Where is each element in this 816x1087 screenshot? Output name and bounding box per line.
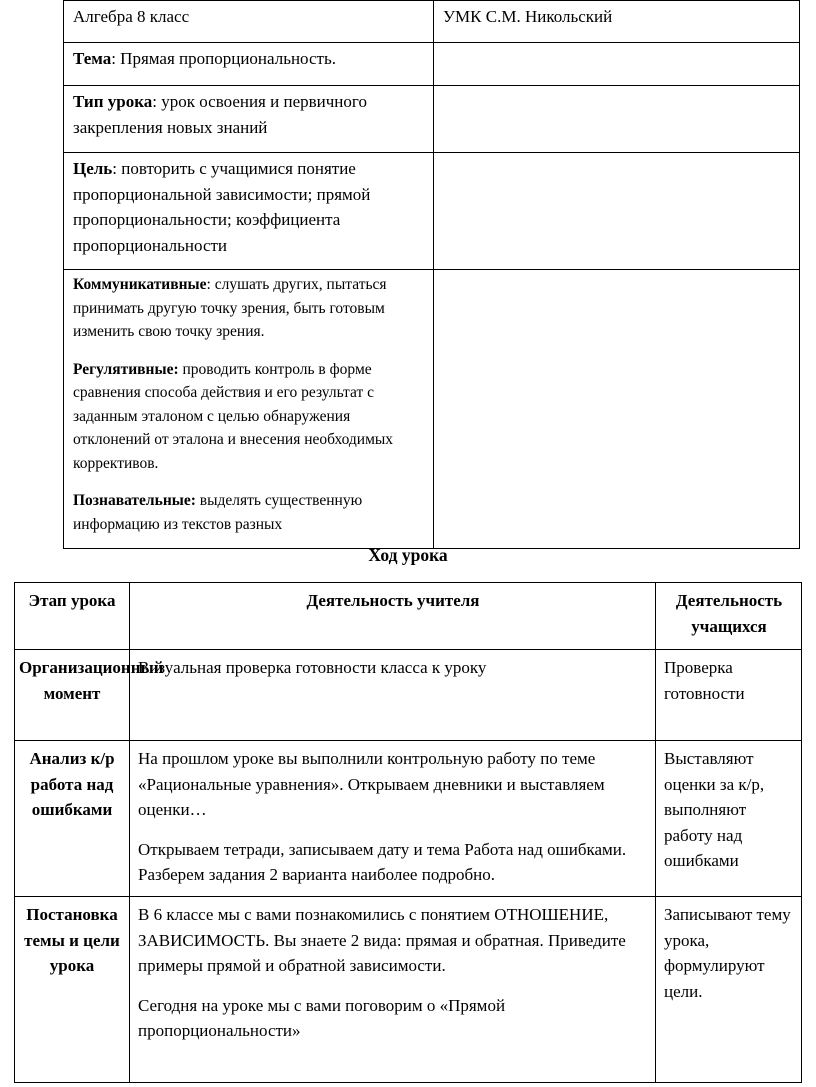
type-empty-cell (434, 86, 800, 153)
cognitive-label: Познавательные: (73, 492, 196, 509)
header-students: Деятельность учащихся (656, 583, 802, 650)
lesson-row (15, 650, 802, 741)
teacher-cell (130, 741, 656, 897)
info-row-topic (64, 43, 800, 86)
students-cell: Записывают тему урока, формулируют цели. (656, 897, 802, 1083)
teacher-paragraph: Визуальная проверка готовности класса к уроку (138, 658, 487, 677)
students-cell: Выставляют оценки за к/р, выполняют работу над ошибками (656, 741, 802, 897)
topic-text: : Прямая пропорциональность. (111, 49, 336, 68)
topic-cell (64, 43, 434, 86)
teacher-cell (130, 650, 656, 741)
subject-cell (64, 1, 434, 43)
teacher-paragraph: Сегодня на уроке мы с вами поговорим о «Прямой пропорциональности» (138, 995, 506, 1040)
communicative-text: : слушать других, пытаться принимать другую точку зрения, быть готовым изменить свою точку зрения. (73, 276, 387, 340)
uud-empty-cell (434, 270, 800, 549)
cognitive-paragraph (73, 489, 425, 536)
regulative-paragraph (73, 358, 425, 476)
type-text: : урок освоения и первичного закрепления новых знаний (73, 92, 367, 137)
communicative-label: Коммуникативные (73, 276, 207, 293)
type-cell (64, 86, 434, 153)
info-row-uud (64, 270, 800, 549)
regulative-label: Регулятивные: (73, 360, 179, 378)
goal-text: : повторить с учащимися понятие пропорциональной зависимости; прямой пропорциональности; коэффициента пропорциональности (73, 159, 371, 255)
info-row-type (64, 86, 800, 153)
lesson-row (15, 741, 802, 897)
info-row-header (64, 1, 800, 43)
info-row-goal (64, 153, 800, 270)
lesson-info-table (63, 0, 800, 549)
topic-empty-cell (434, 43, 800, 86)
umk-cell (434, 1, 800, 43)
teacher-paragraph: В 6 классе мы с вами познакомились с понятием ОТНОШЕНИЕ, ЗАВИСИМОСТЬ. Вы знаете 2 вида: прямая и обратная. Приведите примеры прямой и обратной зависимости. (138, 905, 626, 975)
cognitive-text: выделять существенную информацию из текстов разных (73, 492, 363, 533)
lesson-row (15, 897, 802, 1083)
lesson-steps-table (14, 582, 802, 1083)
goal-empty-cell (434, 153, 800, 270)
type-label: Тип урока (73, 92, 153, 111)
lesson-heading: Ход урока (368, 545, 448, 565)
umk-text: УМК С.М. Никольский (443, 7, 613, 26)
teacher-paragraph: На прошлом уроке вы выполнили контрольную работу по теме «Рациональные уравнения». Открываем дневники и выставляем оценки… (138, 749, 605, 819)
teacher-cell (130, 897, 656, 1083)
topic-label: Тема (73, 49, 112, 68)
lesson-header-row (15, 583, 802, 650)
goal-label: Цель (73, 159, 113, 178)
students-cell: Проверка готовности (656, 650, 802, 741)
stage-cell: Постановка темы и цели урока (15, 897, 130, 1083)
regulative-text: проводить контроль в форме сравнения способа действия и его результат с заданным эталоном с целью обнаружения отклонений от эталона и внесения необходимых коррективов. (73, 360, 394, 472)
header-stage: Этап урока (15, 583, 130, 650)
header-teacher: Деятельность учителя (130, 583, 656, 650)
subject-text: Алгебра 8 класс (73, 7, 190, 26)
stage-cell: Организационный момент (15, 650, 130, 741)
goal-cell (64, 153, 434, 270)
communicative-paragraph (73, 273, 425, 344)
uud-cell (64, 270, 434, 549)
teacher-paragraph: Открываем тетради, записываем дату и тема Работа над ошибками. Разберем задания 2 варианта наиболее подробно. (138, 839, 627, 884)
stage-cell: Анализ к/р работа над ошибками (15, 741, 130, 897)
